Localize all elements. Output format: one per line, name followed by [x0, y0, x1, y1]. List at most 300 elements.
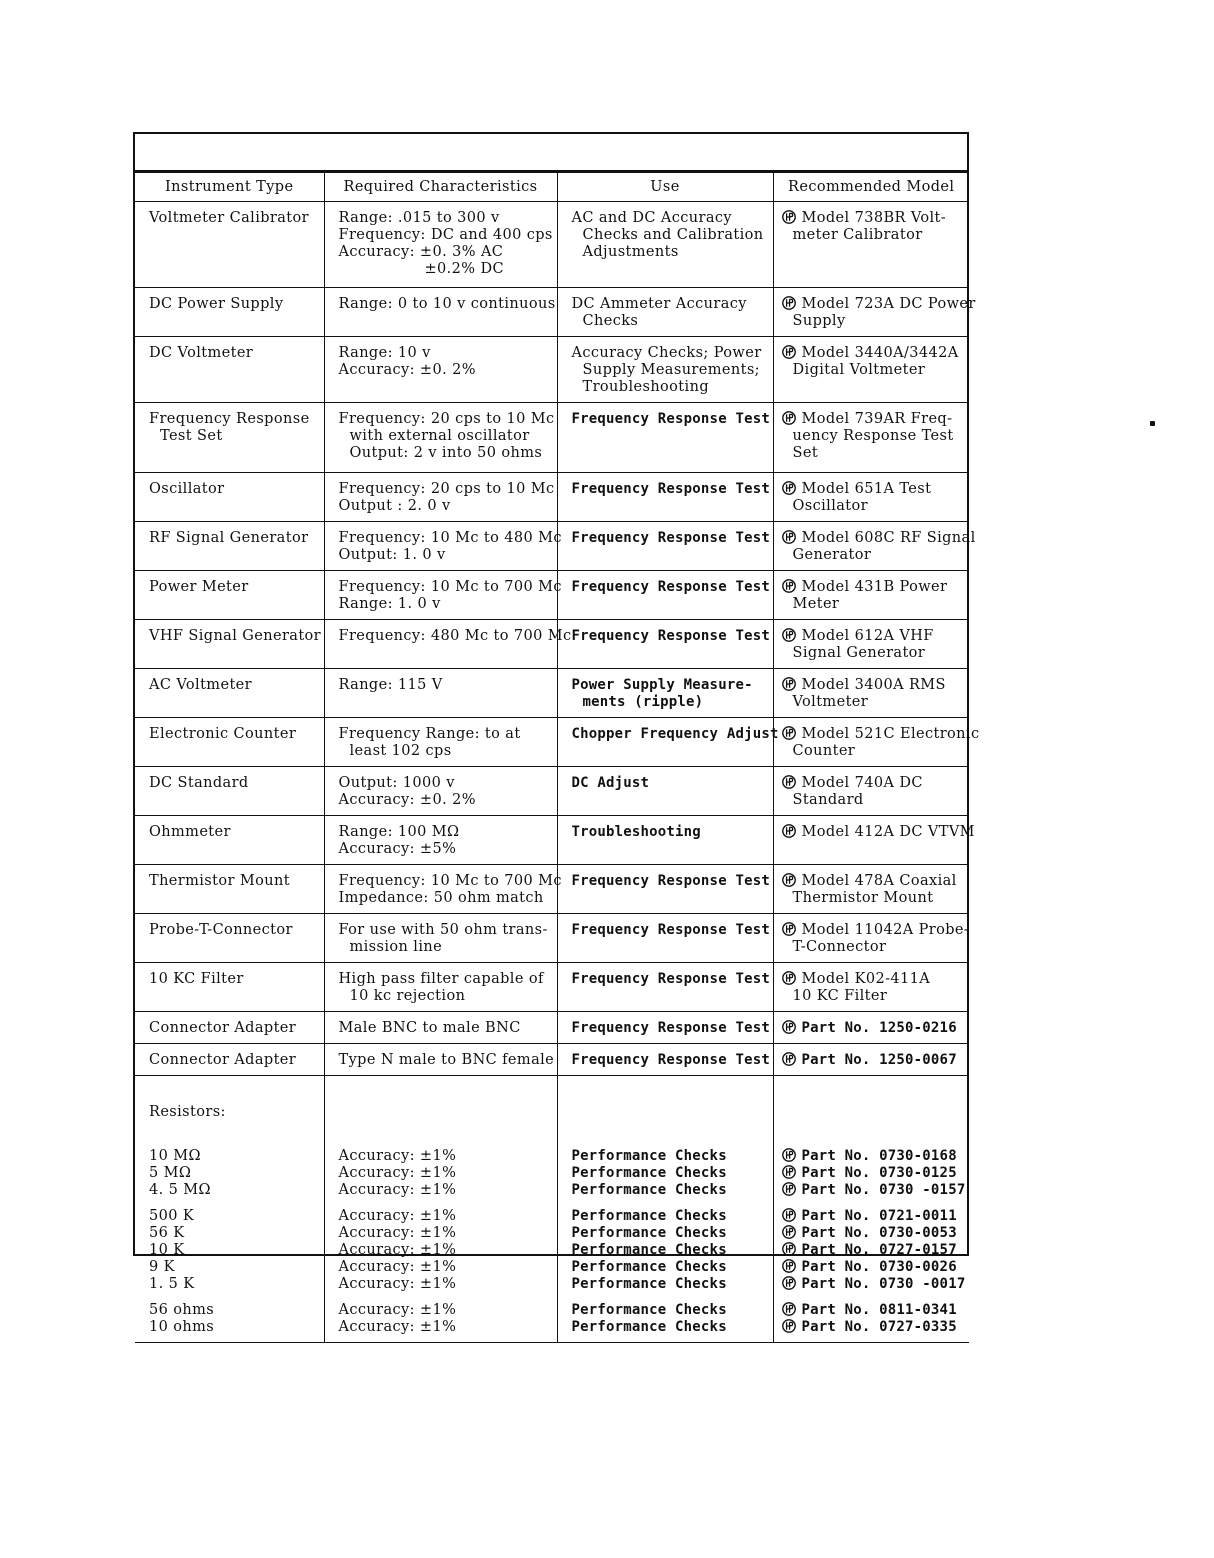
table-row: [135, 403, 969, 473]
resistors-label: Resistors:: [149, 1104, 226, 1120]
resistor-accuracy-line: Accuracy: ±1%: [338, 1208, 457, 1224]
header-row: [135, 173, 969, 202]
recommended-test-equipment-table: [135, 172, 980, 1343]
recommended-model-cell: [773, 337, 969, 403]
resistor-use-line: Performance Checks: [571, 1242, 727, 1258]
recommended-model-line: 10 KC Filter: [792, 988, 888, 1004]
resistor-part-cell: [773, 1076, 969, 1343]
required-characteristics-line: Accuracy: ±0. 2%: [338, 362, 476, 378]
use-line: Frequency Response Test: [571, 628, 770, 644]
recommended-model-text: Model 478A Coaxial: [801, 873, 957, 889]
recommended-model-line: [782, 971, 966, 988]
hp-logo-icon: [782, 1259, 796, 1273]
use-cell: [557, 1044, 773, 1076]
use-cell: [557, 403, 773, 473]
recommended-model-content: [774, 767, 970, 815]
recommended-model-cell: [773, 288, 976, 337]
use-line: Frequency Response Test: [571, 530, 770, 546]
required-characteristics-line: Frequency: 20 cps to 10 Mc: [338, 411, 555, 427]
use-content: [558, 620, 773, 651]
resistor-use-line: Performance Checks: [571, 1182, 727, 1198]
required-characteristics-line: Output: 1000 v: [338, 775, 455, 791]
required-characteristics-content: [325, 473, 557, 521]
use-content: [558, 202, 773, 267]
hp-logo-icon: [782, 210, 796, 224]
instrument-type-cell: [135, 865, 324, 914]
use-cell: [557, 337, 773, 403]
hp-logo-icon: [782, 481, 796, 495]
resistor-group: [572, 1302, 769, 1336]
required-characteristics-line: Frequency Range: to at: [338, 726, 521, 742]
recommended-model-line: [782, 775, 966, 792]
recommended-model-line: [782, 411, 966, 428]
use-content: [558, 669, 773, 717]
instrument-type-content: [135, 1044, 324, 1075]
recommended-model-line: [782, 579, 966, 596]
resistor-group: [149, 1208, 320, 1293]
resistor-part-text: Part No. 0730-0053: [801, 1225, 957, 1241]
instrument-type-content: [135, 963, 324, 994]
recommended-model-cell: [773, 914, 969, 963]
required-characteristics-cell: [324, 914, 557, 963]
required-characteristics-cell: [324, 1012, 557, 1044]
use-content: [558, 403, 773, 434]
recommended-model-content: [774, 473, 970, 521]
recommended-model-text: Model K02-411A: [801, 971, 931, 987]
hp-logo-icon: [782, 1020, 796, 1034]
instrument-type-cell: [135, 1044, 324, 1076]
instrument-type-line: Power Meter: [149, 579, 249, 595]
required-characteristics-line: 10 kc rejection: [349, 988, 466, 1004]
use-content: [558, 473, 773, 504]
instrument-type-line: Connector Adapter: [149, 1020, 297, 1036]
recommended-model-line: [782, 530, 976, 547]
resistor-value-line: 5 MΩ: [149, 1165, 192, 1181]
instrument-type-line: DC Power Supply: [149, 296, 284, 312]
recommended-model-text: Model 723A DC Power: [801, 296, 976, 312]
instrument-type-content: [135, 914, 324, 945]
recommended-model-line: Standard: [792, 792, 864, 808]
recommended-model-content: [774, 718, 980, 766]
instrument-type-content: [135, 620, 324, 651]
recommended-model-line: [782, 210, 966, 227]
required-characteristics-line: Impedance: 50 ohm match: [338, 890, 544, 906]
instrument-type-line: VHF Signal Generator: [149, 628, 322, 644]
required-characteristics-content: [325, 718, 557, 766]
instrument-type-cell: [135, 1012, 324, 1044]
instrument-type-cell: [135, 337, 324, 403]
recommended-model-text: Model 651A Test: [801, 481, 932, 497]
recommended-model-line: Counter: [792, 743, 856, 759]
recommended-model-text: Model 521C Electronic: [801, 726, 980, 742]
resistor-part-line: [782, 1208, 966, 1225]
resistor-accuracy-line: Accuracy: ±1%: [338, 1319, 457, 1335]
required-characteristics-content: [325, 865, 562, 913]
use-content: [558, 337, 773, 402]
use-content: [558, 914, 773, 945]
resistor-group: [782, 1302, 966, 1336]
instrument-type-content: [135, 337, 324, 368]
table-row: [135, 718, 969, 767]
resistor-group: [339, 1208, 553, 1293]
instrument-type-line: DC Voltmeter: [149, 345, 254, 361]
resistor-accuracy-line: Accuracy: ±1%: [338, 1182, 457, 1198]
required-characteristics-line: Frequency: 20 cps to 10 Mc: [338, 481, 555, 497]
resistor-use-line: Performance Checks: [571, 1208, 727, 1224]
required-characteristics-line: Type N male to BNC female: [338, 1052, 555, 1068]
recommended-model-cell: [773, 963, 969, 1012]
required-characteristics-content: [325, 337, 557, 385]
resistor-part-text: Part No. 0727-0157: [801, 1242, 957, 1258]
resistor-value-line: 1. 5 K: [149, 1276, 195, 1292]
required-characteristics-content: [325, 522, 562, 570]
table-row: [135, 620, 969, 669]
resistor-accuracy-line: Accuracy: ±1%: [338, 1242, 457, 1258]
use-content: [558, 1012, 773, 1043]
hp-logo-icon: [782, 677, 796, 691]
required-characteristics-line: Range: 0 to 10 v continuous: [338, 296, 556, 312]
hp-logo-icon: [782, 628, 796, 642]
resistor-value-line: 9 K: [149, 1259, 175, 1275]
recommended-model-line: meter Calibrator: [792, 227, 923, 243]
table-row: [135, 571, 969, 620]
recommended-model-line: Oscillator: [792, 498, 868, 514]
instrument-type-content: [135, 522, 324, 553]
recommended-model-line: uency Response Test: [792, 428, 954, 444]
recommended-model-content: [774, 816, 975, 847]
recommended-model-text: Model 739AR Freq-: [801, 411, 953, 427]
recommended-model-line: [782, 345, 966, 362]
use-content: [558, 767, 773, 798]
use-line: ments (ripple): [582, 694, 704, 710]
required-characteristics-line: Range: 10 v: [338, 345, 431, 361]
recommended-model-content: [774, 620, 970, 668]
required-characteristics-line: Output: 2 v into 50 ohms: [349, 445, 543, 461]
required-characteristics-line: High pass filter capable of: [338, 971, 544, 987]
use-cell: [557, 571, 773, 620]
required-characteristics-cell: [324, 669, 557, 718]
recommended-model-content: [774, 1012, 970, 1043]
recommended-model-cell: [773, 718, 980, 767]
resistor-accuracy-line: Accuracy: ±1%: [338, 1148, 457, 1164]
recommended-model-content: [774, 1044, 970, 1075]
recommended-model-content: [774, 865, 970, 913]
required-characteristics-cell: [324, 473, 557, 522]
required-characteristics-content: [325, 620, 572, 651]
resistor-value-line: 10 MΩ: [149, 1148, 201, 1164]
recommended-model-text: Model 11042A Probe-: [801, 922, 970, 938]
recommended-model-content: [774, 403, 970, 468]
instrument-type-line: Ohmmeter: [149, 824, 231, 840]
required-characteristics-cell: [324, 288, 557, 337]
resistor-value-line: 4. 5 MΩ: [149, 1182, 211, 1198]
required-characteristics-cell: [324, 963, 557, 1012]
recommended-model-content: [774, 571, 970, 619]
equipment-table-frame: [133, 132, 980, 1335]
use-line: Frequency Response Test: [571, 1020, 770, 1036]
required-characteristics-line: Range: 100 MΩ: [338, 824, 460, 840]
hp-logo-icon: [782, 1302, 796, 1316]
hp-logo-icon: [782, 296, 796, 310]
resistor-accuracy-line: Accuracy: ±1%: [338, 1276, 457, 1292]
resistor-part-line: [782, 1302, 966, 1319]
recommended-model-line: [782, 922, 970, 939]
required-characteristics-line: Accuracy: ±0. 3% AC: [338, 244, 504, 260]
use-cell: [557, 288, 773, 337]
instrument-type-cell: [135, 202, 324, 288]
required-characteristics-cell: [324, 202, 557, 288]
resistor-accuracy-cell: [324, 1076, 557, 1343]
instrument-type-content: [135, 403, 324, 451]
instrument-type-line: Test Set: [160, 428, 223, 444]
hp-logo-icon: [782, 1276, 796, 1290]
instrument-type-cell: [135, 522, 324, 571]
recommended-model-line: Generator: [792, 547, 872, 563]
required-characteristics-content: [325, 914, 557, 962]
resistors-spacer: [782, 1084, 966, 1148]
use-cell: [557, 473, 773, 522]
hp-logo-icon: [782, 1165, 796, 1179]
use-cell: [557, 963, 773, 1012]
use-cell: [557, 1012, 773, 1044]
resistor-part-text: Part No. 0727-0335: [801, 1319, 957, 1335]
resistor-value-line: 10 ohms: [149, 1319, 215, 1335]
instrument-type-line: RF Signal Generator: [149, 530, 309, 546]
recommended-model-line: Thermistor Mount: [792, 890, 934, 906]
instrument-type-cell: [135, 914, 324, 963]
recommended-model-cell: [773, 620, 969, 669]
hp-logo-icon: [782, 775, 796, 789]
resistor-group: [339, 1302, 553, 1336]
resistor-group: [572, 1208, 769, 1293]
hp-logo-icon: [782, 922, 796, 936]
required-characteristics-content: [325, 571, 562, 619]
hp-logo-icon: [782, 726, 796, 740]
resistor-part-text: Part No. 0730 -0017: [801, 1276, 966, 1292]
use-cell: [557, 522, 773, 571]
recommended-model-line: [782, 1052, 966, 1069]
required-characteristics-line: Frequency: 480 Mc to 700 Mc: [338, 628, 572, 644]
recommended-model-text: Model 612A VHF: [801, 628, 934, 644]
required-characteristics-content: [325, 669, 557, 700]
hp-logo-icon: [782, 873, 796, 887]
resistor-part-text: Part No. 0730 -0157: [801, 1182, 966, 1198]
recommended-model-cell: [773, 767, 969, 816]
recommended-model-cell: [773, 816, 975, 865]
recommended-model-cell: [773, 522, 976, 571]
use-line: DC Adjust: [571, 775, 650, 791]
recommended-model-text: Part No. 1250-0067: [801, 1052, 957, 1068]
instrument-type-content: [135, 767, 324, 798]
margin-mark: [1150, 421, 1155, 426]
table-row: [135, 337, 969, 403]
recommended-model-content: [774, 337, 970, 385]
resistor-use-line: Performance Checks: [571, 1225, 727, 1241]
use-line: Frequency Response Test: [571, 481, 770, 497]
resistor-accuracy-line: Accuracy: ±1%: [338, 1259, 457, 1275]
instrument-type-cell: [135, 963, 324, 1012]
instrument-type-line: Electronic Counter: [149, 726, 297, 742]
hp-logo-icon: [782, 971, 796, 985]
resistors-spacer: [572, 1084, 769, 1148]
resistor-part-line: [782, 1259, 966, 1276]
hp-logo-icon: [782, 1208, 796, 1222]
instrument-type-line: Connector Adapter: [149, 1052, 297, 1068]
recommended-model-text: Model 3440A/3442A: [801, 345, 959, 361]
use-cell: [557, 914, 773, 963]
recommended-model-text: Model 608C RF Signal: [801, 530, 976, 546]
resistor-value-content: [135, 1076, 324, 1342]
resistor-use-line: Performance Checks: [571, 1276, 727, 1292]
required-characteristics-cell: [324, 337, 557, 403]
required-characteristics-content: [325, 202, 557, 284]
resistor-accuracy-content: [325, 1076, 557, 1342]
recommended-model-cell: [773, 571, 969, 620]
use-line: Frequency Response Test: [571, 873, 770, 889]
use-content: [558, 1044, 773, 1075]
recommended-model-content: [774, 202, 970, 250]
resistor-value-line: 56 K: [149, 1225, 185, 1241]
table-row: [135, 522, 969, 571]
required-characteristics-line: ±0.2% DC: [424, 261, 505, 277]
required-characteristics-cell: [324, 522, 562, 571]
instrument-type-line: Probe-T-Connector: [149, 922, 293, 938]
resistor-part-line: [782, 1242, 966, 1259]
instrument-type-content: [135, 865, 324, 896]
resistor-group: [149, 1302, 320, 1336]
instrument-type-line: 10 KC Filter: [149, 971, 244, 987]
use-cell: [557, 718, 779, 767]
use-cell: [557, 865, 773, 914]
hp-logo-icon: [782, 345, 796, 359]
instrument-type-content: [135, 288, 324, 319]
instrument-type-content: [135, 571, 324, 602]
instrument-type-cell: [135, 473, 324, 522]
resistor-part-line: [782, 1148, 966, 1165]
table-row: [135, 816, 969, 865]
header-recommended-model: Recommended Model: [773, 173, 969, 202]
use-content: [558, 963, 773, 994]
resistor-use-cell: [557, 1076, 773, 1343]
required-characteristics-line: Frequency: 10 Mc to 700 Mc: [338, 873, 562, 889]
hp-logo-icon: [782, 530, 796, 544]
resistor-use-line: Performance Checks: [571, 1302, 727, 1318]
use-line: Chopper Frequency Adjust: [571, 726, 779, 742]
instrument-type-content: [135, 202, 324, 233]
table-row: [135, 865, 969, 914]
resistor-group: [572, 1148, 769, 1199]
table-row: [135, 914, 969, 963]
required-characteristics-content: [325, 767, 557, 815]
recommended-model-line: [782, 824, 975, 841]
resistor-part-text: Part No. 0730-0168: [801, 1148, 957, 1164]
required-characteristics-cell: [324, 865, 562, 914]
instrument-type-cell: [135, 718, 324, 767]
table-row: [135, 669, 969, 718]
table-row: [135, 473, 969, 522]
resistor-use-line: Performance Checks: [571, 1148, 727, 1164]
table-row: [135, 767, 969, 816]
recommended-model-text: Model 3400A RMS: [801, 677, 946, 693]
resistor-accuracy-line: Accuracy: ±1%: [338, 1302, 457, 1318]
instrument-type-cell: [135, 620, 324, 669]
required-characteristics-line: Male BNC to male BNC: [338, 1020, 521, 1036]
use-line: Frequency Response Test: [571, 411, 770, 427]
resistor-accuracy-line: Accuracy: ±1%: [338, 1165, 457, 1181]
recommended-model-text: Part No. 1250-0216: [801, 1020, 957, 1036]
resistor-value-line: 500 K: [149, 1208, 195, 1224]
instrument-type-content: [135, 816, 324, 847]
hp-logo-icon: [782, 1182, 796, 1196]
required-characteristics-content: [325, 1012, 557, 1043]
recommended-model-cell: [773, 1012, 969, 1044]
recommended-model-text: Model 412A DC VTVM: [801, 824, 975, 840]
recommended-model-text: Model 738BR Volt-: [801, 210, 947, 226]
recommended-model-content: [774, 669, 970, 717]
resistor-group: [339, 1148, 553, 1199]
recommended-model-cell: [773, 865, 969, 914]
required-characteristics-line: Frequency: 10 Mc to 480 Mc: [338, 530, 562, 546]
required-characteristics-line: with external oscillator: [349, 428, 530, 444]
recommended-model-cell: [773, 1044, 969, 1076]
resistor-part-line: [782, 1319, 966, 1336]
resistor-part-text: Part No. 0730-0125: [801, 1165, 957, 1181]
instrument-type-line: Oscillator: [149, 481, 225, 497]
resistor-accuracy-line: Accuracy: ±1%: [338, 1225, 457, 1241]
hp-logo-icon: [782, 1225, 796, 1239]
instrument-type-cell: [135, 571, 324, 620]
recommended-model-cell: [773, 669, 969, 718]
resistors-row: [135, 1076, 969, 1343]
required-characteristics-line: Output : 2. 0 v: [338, 498, 451, 514]
recommended-model-cell: [773, 473, 969, 522]
required-characteristics-line: For use with 50 ohm trans-: [338, 922, 548, 938]
use-cell: [557, 767, 773, 816]
instrument-type-content: [135, 669, 324, 700]
required-characteristics-cell: [324, 1044, 557, 1076]
resistor-value-cell: [135, 1076, 324, 1343]
hp-logo-icon: [782, 1319, 796, 1333]
instrument-type-cell: [135, 816, 324, 865]
use-content: [558, 571, 773, 602]
required-characteristics-line: Output: 1. 0 v: [338, 547, 446, 563]
recommended-model-line: Meter: [792, 596, 840, 612]
recommended-model-line: [782, 677, 966, 694]
required-characteristics-line: Accuracy: ±0. 2%: [338, 792, 476, 808]
required-characteristics-cell: [324, 718, 557, 767]
header-instrument-type: Instrument Type: [135, 173, 324, 202]
required-characteristics-line: Frequency: 10 Mc to 700 Mc: [338, 579, 562, 595]
resistor-part-line: [782, 1165, 966, 1182]
recommended-model-text: Model 740A DC: [801, 775, 923, 791]
required-characteristics-content: [325, 816, 557, 864]
use-line: Checks and Calibration: [582, 227, 764, 243]
use-line: Adjustments: [582, 244, 679, 260]
required-characteristics-line: Frequency: DC and 400 cps: [338, 227, 553, 243]
use-line: AC and DC Accuracy: [571, 210, 733, 226]
hp-logo-icon: [782, 411, 796, 425]
recommended-model-line: Voltmeter: [792, 694, 869, 710]
required-characteristics-content: [325, 403, 557, 468]
use-content: [558, 816, 773, 847]
resistor-group: [782, 1148, 966, 1199]
recommended-model-line: Signal Generator: [792, 645, 926, 661]
use-cell: [557, 816, 773, 865]
recommended-model-content: [774, 914, 970, 962]
resistor-value-line: 10 K: [149, 1242, 185, 1258]
hp-logo-icon: [782, 824, 796, 838]
recommended-model-line: [782, 873, 966, 890]
